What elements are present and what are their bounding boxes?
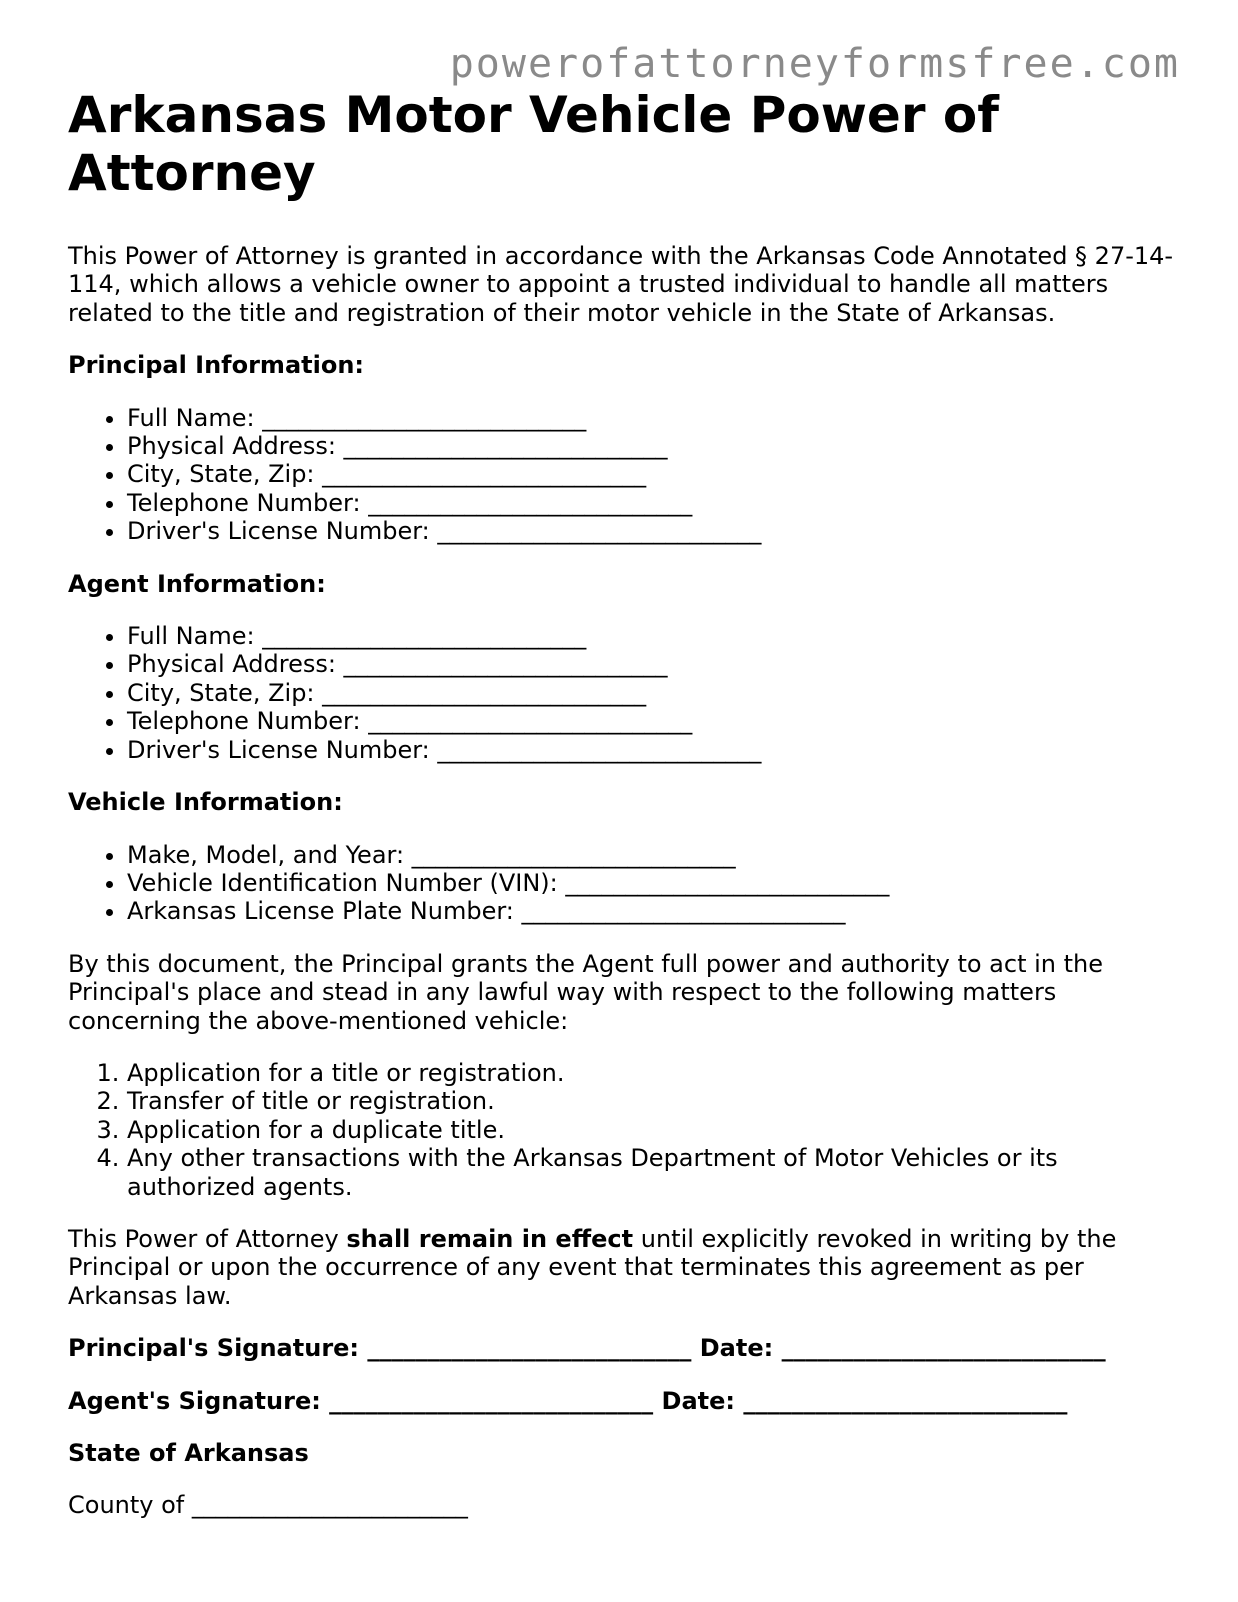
agent-signature-label: Agent's Signature: ___________________________ [68,1386,654,1415]
principal-signature-line [68,1334,1178,1362]
agent-heading: Agent Information: [68,569,326,598]
power-item: 2. Transfer of title or registration. [127,1087,1178,1115]
agent-telephone-field: • Telephone Number: ___________________________ [127,707,1178,735]
grant-paragraph: By this document, the Principal grants the Agent full power and authority to act in the Principal's place and stead in any lawful way with respect to the following matters concerning the above-mentioned vehicle: [68,949,1103,1035]
vehicle-vin-field: • Vehicle Identification Number (VIN): ___________________________ [127,869,1178,897]
principal-heading: Principal Information: [68,351,365,380]
principal-signature-label: Principal's Signature: ___________________________ [68,1334,692,1363]
vehicle-make-model-year-field: • Make, Model, and Year: ___________________________ [127,841,1178,869]
vehicle-plate-field: • Arkansas License Plate Number: ___________________________ [127,897,1178,925]
principal-city-state-zip-field: • City, State, Zip: ___________________________ [127,460,1178,488]
agent-city-state-zip-field: • City, State, Zip: ___________________________ [127,679,1178,707]
site-watermark: powerofattorneyformsfree.com [449,41,1180,87]
effect-paragraph [68,1225,1178,1310]
document-body [68,86,1178,1520]
power-item: 4. Any other transactions with the Arkansas Department of Motor Vehicles or its authorized agents. [127,1144,1178,1201]
agent-full-name-field: • Full Name: ___________________________ [127,622,1178,650]
effect-text-start: This Power of Attorney [68,1224,347,1253]
principal-license-field: • Driver's License Number: ___________________________ [127,517,1178,545]
agent-fields-list [68,622,1178,764]
county-line: County of _______________________ [68,1491,468,1520]
power-item: 1. Application for a title or registration. [127,1059,1178,1087]
document-title: Arkansas Motor Vehicle Power of Attorney [68,86,1000,202]
vehicle-heading: Vehicle Information: [68,788,343,817]
state-heading: State of Arkansas [68,1439,309,1467]
principal-telephone-field: • Telephone Number: ___________________________ [127,489,1178,517]
agent-signature-date: Date: ___________________________ [661,1386,1068,1415]
powers-list [68,1059,1178,1201]
principal-signature-date: Date: ___________________________ [699,1334,1106,1363]
agent-license-field: • Driver's License Number: ___________________________ [127,736,1178,764]
principal-address-field: • Physical Address: ___________________________ [127,432,1178,460]
vehicle-fields-list [68,841,1178,926]
effect-text-end: until explicitly revoked in writing by the Principal or upon the occurrence of any event that terminates this agreement as per Arkansas law. [68,1224,1117,1310]
principal-full-name-field: • Full Name: ___________________________ [127,404,1178,432]
power-item: 3. Application for a duplicate title. [127,1116,1178,1144]
principal-fields-list [68,404,1178,546]
agent-address-field: • Physical Address: ___________________________ [127,650,1178,678]
effect-emphasis: shall remain in effect [346,1224,634,1253]
agent-signature-line [68,1387,1178,1415]
intro-paragraph: This Power of Attorney is granted in accordance with the Arkansas Code Annotated § 27-14-114, which allows a vehicle owner to appoint a trusted individual to handle all matters related to the title and registration of their motor vehicle in the State of Arkansas. [68,242,1174,327]
